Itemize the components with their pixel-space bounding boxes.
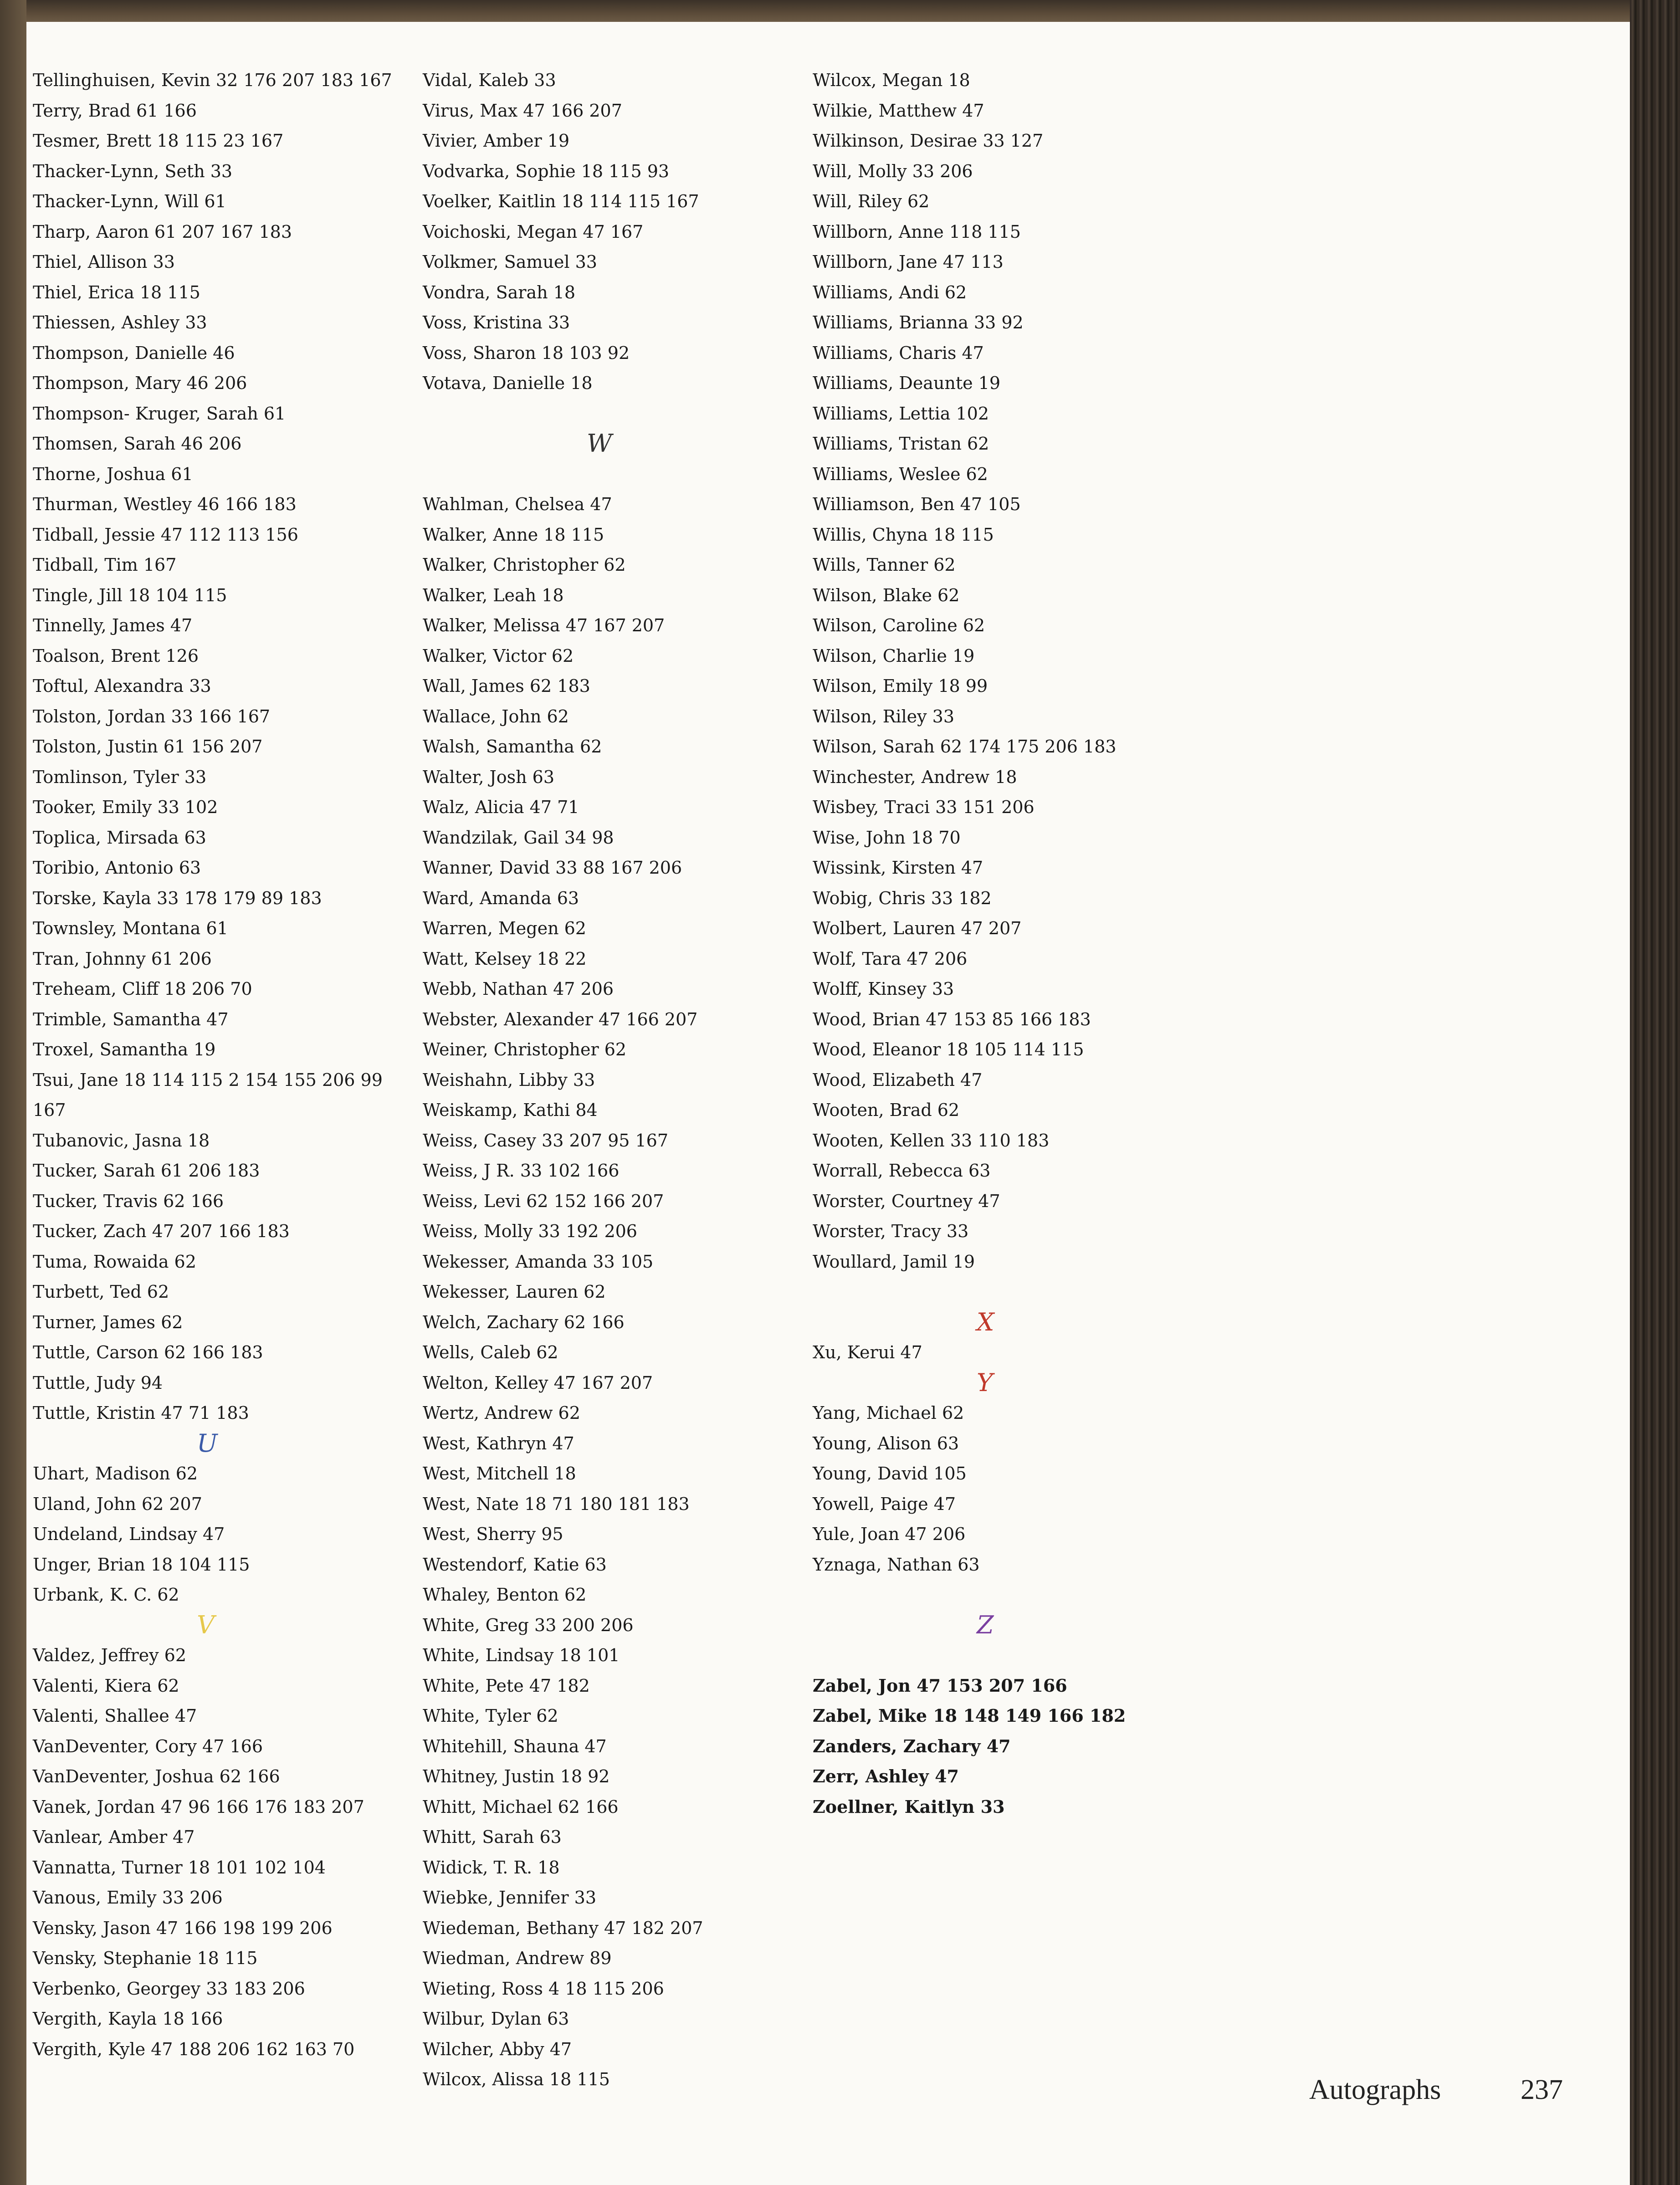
section-letter: V [197, 1610, 215, 1639]
index-entry: Williams, Weslee 62 [813, 464, 988, 484]
index-entry: Wilson, Sarah 62 174 175 206 183 [813, 737, 1117, 757]
index-entry: Urbank, K. C. 62 [33, 1585, 179, 1605]
spacer [813, 1277, 1268, 1307]
index-entry: Thiessen, Ashley 33 [33, 312, 207, 333]
section-letter: U [197, 1428, 218, 1458]
index-entry: Valenti, Shallee 47 [33, 1706, 197, 1726]
index-entry: Tharp, Aaron 61 207 167 183 [33, 221, 292, 242]
index-entry: Wissink, Kirsten 47 [813, 858, 983, 878]
index-entry: Weishahn, Libby 33 [423, 1069, 595, 1090]
index-entry: Troxel, Samantha 19 [33, 1039, 216, 1059]
index-entry: Zabel, Mike 18 148 149 166 182 [813, 1705, 1126, 1726]
index-entry: Toftul, Alexandra 33 [33, 676, 211, 696]
index-entry: Yznaga, Nathan 63 [813, 1554, 980, 1575]
index-entry: Wood, Eleanor 18 105 114 115 [813, 1039, 1084, 1059]
index-entry: White, Pete 47 182 [423, 1675, 590, 1696]
index-entry: Will, Molly 33 206 [813, 161, 973, 181]
index-entry: Tidball, Tim 167 [33, 555, 177, 575]
index-entry: Williams, Brianna 33 92 [813, 312, 1024, 333]
index-entry: Williams, Charis 47 [813, 343, 984, 363]
index-entry: Walter, Josh 63 [423, 767, 554, 787]
index-entry: Wiebke, Jennifer 33 [423, 1888, 597, 1908]
index-entry: Weiss, Molly 33 192 206 [423, 1221, 637, 1241]
index-entry: Voss, Kristina 33 [423, 312, 570, 333]
index-entry: Tinnelly, James 47 [33, 615, 193, 635]
index-entry: Walsh, Samantha 62 [423, 737, 602, 757]
index-entry: Wiedeman, Bethany 47 182 207 [423, 1918, 703, 1938]
index-entry: Widick, T. R. 18 [423, 1857, 560, 1878]
index-entry: Willis, Chyna 18 115 [813, 524, 994, 545]
index-entry: Wilson, Charlie 19 [813, 645, 975, 666]
index-entry: Terry, Brad 61 166 [33, 100, 197, 121]
index-entry: Virus, Max 47 166 207 [423, 100, 622, 121]
index-entry: Williams, Lettia 102 [813, 403, 989, 424]
index-entry: Wood, Brian 47 153 85 166 183 [813, 1009, 1091, 1029]
index-entry: Vensky, Jason 47 166 198 199 206 [33, 1918, 333, 1938]
index-entry: Woullard, Jamil 19 [813, 1251, 975, 1272]
index-entry: Ward, Amanda 63 [423, 888, 579, 908]
index-entry: Verbenko, Georgey 33 183 206 [33, 1978, 305, 1999]
index-entry: White, Tyler 62 [423, 1706, 558, 1726]
index-entry: Yang, Michael 62 [813, 1403, 964, 1423]
index-entry: Whitt, Sarah 63 [423, 1827, 562, 1847]
index-entry: Thiel, Allison 33 [33, 252, 175, 272]
index-entry: Unger, Brian 18 104 115 [33, 1554, 250, 1575]
index-entry: Weiss, Casey 33 207 95 167 [423, 1130, 669, 1151]
spacer [423, 399, 824, 429]
index-entry: Toalson, Brent 126 [33, 645, 199, 666]
index-entry: Thompson, Danielle 46 [33, 343, 235, 363]
index-entry: White, Greg 33 200 206 [423, 1615, 634, 1635]
index-entry: Tucker, Travis 62 166 [33, 1191, 224, 1211]
index-entry: Turner, James 62 [33, 1312, 183, 1332]
index-entry: Volkmer, Samuel 33 [423, 252, 597, 272]
index-entry: Zerr, Ashley 47 [813, 1766, 959, 1786]
index-entry: Valenti, Kiera 62 [33, 1675, 179, 1696]
index-entry: Voichoski, Megan 47 167 [423, 221, 644, 242]
index-entry: Thomsen, Sarah 46 206 [33, 434, 242, 454]
index-entry: Zanders, Zachary 47 [813, 1735, 1011, 1756]
index-entry: Wieting, Ross 4 18 115 206 [423, 1978, 664, 1999]
index-entry: Webster, Alexander 47 166 207 [423, 1009, 698, 1029]
index-entry: Welch, Zachary 62 166 [423, 1312, 625, 1332]
section-letter: Z [977, 1610, 994, 1639]
index-entry: Wanner, David 33 88 167 206 [423, 858, 682, 878]
index-entry: Valdez, Jeffrey 62 [33, 1645, 187, 1665]
index-entry: Undeland, Lindsay 47 [33, 1524, 225, 1544]
index-entry: Wilkinson, Desirae 33 127 [813, 131, 1044, 151]
index-entry: Welton, Kelley 47 167 207 [423, 1372, 653, 1393]
index-entry: Torske, Kayla 33 178 179 89 183 [33, 888, 322, 908]
index-entry: Wilkie, Matthew 47 [813, 100, 984, 121]
index-entry: Wobig, Chris 33 182 [813, 888, 992, 908]
index-entry: Wolf, Tara 47 206 [813, 948, 968, 969]
index-entry: Yule, Joan 47 206 [813, 1524, 966, 1544]
index-entry: Thorne, Joshua 61 [33, 464, 193, 484]
index-entry: Wilcher, Abby 47 [423, 2039, 572, 2059]
index-entry: Uland, John 62 207 [33, 1494, 202, 1514]
spacer [423, 459, 824, 490]
index-entry: Walz, Alicia 47 71 [423, 797, 579, 817]
index-entry: Wooten, Brad 62 [813, 1100, 960, 1120]
index-entry: Wahlman, Chelsea 47 [423, 494, 612, 514]
index-entry: Weiss, J R. 33 102 166 [423, 1161, 620, 1181]
index-entry: Wooten, Kellen 33 110 183 [813, 1130, 1050, 1151]
index-entry: Wertz, Andrew 62 [423, 1403, 580, 1423]
index-entry: West, Kathryn 47 [423, 1433, 574, 1453]
index-entry: Tolston, Justin 61 156 207 [33, 737, 263, 757]
index-entry: Vannatta, Turner 18 101 102 104 [33, 1857, 326, 1878]
index-entry: Voelker, Kaitlin 18 114 115 167 [423, 191, 699, 211]
index-entry: Vivier, Amber 19 [423, 131, 570, 151]
index-entry: Tuttle, Judy 94 [33, 1372, 163, 1393]
index-entry: West, Mitchell 18 [423, 1463, 576, 1484]
index-entry: Wolbert, Lauren 47 207 [813, 918, 1022, 938]
index-entry: Vidal, Kaleb 33 [423, 70, 556, 90]
index-entry: Watt, Kelsey 18 22 [423, 948, 587, 969]
index-entry: Weiskamp, Kathi 84 [423, 1100, 598, 1120]
index-entry: Wilson, Emily 18 99 [813, 676, 988, 696]
index-entry: Thompson, Mary 46 206 [33, 373, 247, 393]
index-entry: Vanlear, Amber 47 [33, 1827, 195, 1847]
index-entry: Wilson, Blake 62 [813, 585, 960, 605]
index-entry: Westendorf, Katie 63 [423, 1554, 607, 1575]
index-entry: Toplica, Mirsada 63 [33, 827, 206, 848]
index-entry: Williams, Andi 62 [813, 282, 967, 302]
index-entry: Webb, Nathan 47 206 [423, 979, 614, 999]
index-entry: Voss, Sharon 18 103 92 [423, 343, 630, 363]
index-entry: Tucker, Sarah 61 206 183 [33, 1161, 260, 1181]
index-entry: Wiedman, Andrew 89 [423, 1948, 612, 1968]
index-entry: Votava, Danielle 18 [423, 373, 593, 393]
index-entry: Walker, Victor 62 [423, 645, 574, 666]
index-entry: Worrall, Rebecca 63 [813, 1161, 991, 1181]
index-entry: Vensky, Stephanie 18 115 [33, 1948, 258, 1968]
index-entry: Wilbur, Dylan 63 [423, 2009, 569, 2029]
index-entry: West, Sherry 95 [423, 1524, 563, 1544]
index-entry: Townsley, Montana 61 [33, 918, 228, 938]
index-entry: Young, Alison 63 [813, 1433, 959, 1453]
index-entry: Turbett, Ted 62 [33, 1282, 169, 1302]
index-entry: Wells, Caleb 62 [423, 1342, 558, 1362]
index-entry: Tomlinson, Tyler 33 [33, 767, 207, 787]
index-entry: Wilcox, Alissa 18 115 [423, 2069, 610, 2089]
index-entry: Tesmer, Brett 18 115 23 167 [33, 131, 284, 151]
index-entry: Williamson, Ben 47 105 [813, 494, 1021, 514]
index-entry: Weiner, Christopher 62 [423, 1039, 627, 1059]
index-entry: Thiel, Erica 18 115 [33, 282, 200, 302]
index-entry: Wekesser, Amanda 33 105 [423, 1251, 654, 1272]
index-entry: Tubanovic, Jasna 18 [33, 1130, 210, 1151]
index-entry: Wolff, Kinsey 33 [813, 979, 954, 999]
index-entry: Willborn, Anne 118 115 [813, 221, 1021, 242]
index-entry: Tuttle, Carson 62 166 183 [33, 1342, 263, 1362]
index-entry: Zoellner, Kaitlyn 33 [813, 1796, 1005, 1817]
index-entry: Vondra, Sarah 18 [423, 282, 576, 302]
index-entry: Williams, Deaunte 19 [813, 373, 1001, 393]
index-entry: VanDeventer, Joshua 62 166 [33, 1766, 280, 1786]
index-entry: Wandzilak, Gail 34 98 [423, 827, 614, 848]
index-entry: Tucker, Zach 47 207 166 183 [33, 1221, 290, 1241]
index-entry: Wisbey, Traci 33 151 206 [813, 797, 1035, 817]
spacer [813, 1580, 1268, 1610]
book-fore-edge [1630, 0, 1680, 2185]
spacer [813, 1640, 1268, 1671]
index-entry: Wills, Tanner 62 [813, 555, 956, 575]
index-entry: Zabel, Jon 47 153 207 166 [813, 1675, 1067, 1696]
index-entry: Trimble, Samantha 47 [33, 1009, 229, 1029]
index-entry: Yowell, Paige 47 [813, 1494, 956, 1514]
index-entry: Uhart, Madison 62 [33, 1463, 198, 1484]
book-top-edge [0, 0, 1680, 22]
index-entry: Vergith, Kayla 18 166 [33, 2009, 223, 2029]
index-entry: Thacker-Lynn, Seth 33 [33, 161, 233, 181]
index-entry: Thurman, Westley 46 166 183 [33, 494, 297, 514]
index-entry: Worster, Courtney 47 [813, 1191, 1000, 1211]
index-entry: Vodvarka, Sophie 18 115 93 [423, 161, 670, 181]
index-entry: Wise, John 18 70 [813, 827, 961, 848]
section-letter: W [587, 429, 612, 458]
section-letter: Y [977, 1368, 993, 1397]
index-entry: Willborn, Jane 47 113 [813, 252, 1004, 272]
index-entry: Vergith, Kyle 47 188 206 162 163 70 [33, 2039, 355, 2059]
index-entry: Whitt, Michael 62 166 [423, 1796, 619, 1817]
index-entry: Whitney, Justin 18 92 [423, 1766, 610, 1786]
index-entry: Warren, Megen 62 [423, 918, 586, 938]
index-entry: Walker, Leah 18 [423, 585, 564, 605]
index-column-3 [813, 65, 1268, 1822]
index-entry: Tuttle, Kristin 47 71 183 [33, 1403, 249, 1423]
index-entry: Whaley, Benton 62 [423, 1585, 587, 1605]
index-entry: Thompson- Kruger, Sarah 61 [33, 403, 286, 424]
index-entry: Weiss, Levi 62 152 166 207 [423, 1191, 664, 1211]
index-entry: White, Lindsay 18 101 [423, 1645, 620, 1665]
index-column-1 [33, 65, 434, 2064]
index-entry: Walker, Anne 18 115 [423, 524, 604, 545]
footer-section-title: Autographs [1309, 2074, 1441, 2105]
index-entry: Xu, Kerui 47 [813, 1342, 922, 1362]
index-entry: Williams, Tristan 62 [813, 434, 989, 454]
section-letter: X [977, 1307, 994, 1336]
index-entry: Vanek, Jordan 47 96 166 176 183 207 [33, 1796, 364, 1817]
index-entry: Tsui, Jane 18 114 115 2 154 155 206 99 [33, 1069, 383, 1090]
index-entry: 167 [33, 1100, 66, 1120]
index-entry: Worster, Tracy 33 [813, 1221, 969, 1241]
book-spine-edge [0, 0, 26, 2185]
page-number: 237 [1521, 2074, 1563, 2105]
index-entry: Toribio, Antonio 63 [33, 858, 201, 878]
index-page [26, 22, 1630, 2185]
index-entry: Tran, Johnny 61 206 [33, 948, 212, 969]
index-entry: Treheam, Cliff 18 206 70 [33, 979, 252, 999]
index-entry: Thacker-Lynn, Will 61 [33, 191, 226, 211]
index-entry: Whitehill, Shauna 47 [423, 1736, 607, 1756]
index-entry: Wilson, Caroline 62 [813, 615, 985, 635]
index-entry: Winchester, Andrew 18 [813, 767, 1017, 787]
index-entry: Tolston, Jordan 33 166 167 [33, 706, 271, 727]
index-entry: Tuma, Rowaida 62 [33, 1251, 196, 1272]
index-entry: Tellinghuisen, Kevin 32 176 207 183 167 [33, 70, 392, 90]
index-entry: Wekesser, Lauren 62 [423, 1282, 606, 1302]
index-entry: Wilcox, Megan 18 [813, 70, 970, 90]
index-entry: Young, David 105 [813, 1463, 967, 1484]
index-entry: Tooker, Emily 33 102 [33, 797, 218, 817]
index-entry: Vanous, Emily 33 206 [33, 1888, 223, 1908]
index-entry: Walker, Christopher 62 [423, 555, 626, 575]
index-entry: Wallace, John 62 [423, 706, 569, 727]
index-entry: Wilson, Riley 33 [813, 706, 955, 727]
index-entry: VanDeventer, Cory 47 166 [33, 1736, 263, 1756]
index-entry: Walker, Melissa 47 167 207 [423, 615, 665, 635]
index-entry: Will, Riley 62 [813, 191, 930, 211]
index-entry: Wood, Elizabeth 47 [813, 1069, 983, 1090]
index-column-2 [423, 65, 824, 2095]
index-entry: Wall, James 62 183 [423, 676, 590, 696]
index-entry: West, Nate 18 71 180 181 183 [423, 1494, 690, 1514]
index-entry: Tidball, Jessie 47 112 113 156 [33, 524, 298, 545]
index-entry: Tingle, Jill 18 104 115 [33, 585, 227, 605]
